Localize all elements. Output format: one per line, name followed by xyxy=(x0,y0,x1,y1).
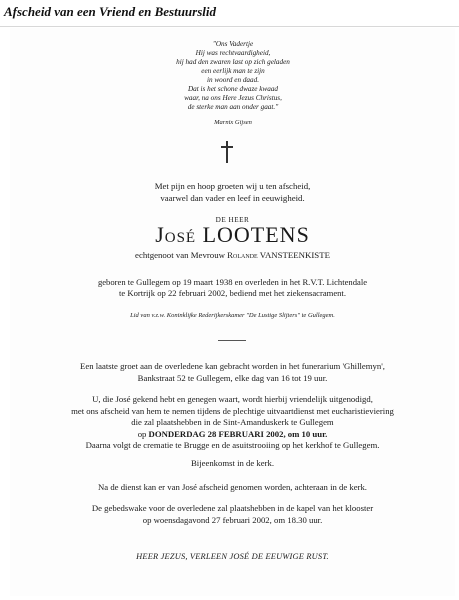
vigil-line: op woensdagavond 27 februari 2002, om 18.30 uur. xyxy=(142,514,323,525)
invitation-line: U, die José gekend hebt en genegen waart, wordt hierbij vriendelijk uitgenodigd, xyxy=(92,394,373,404)
page-header xyxy=(0,0,459,27)
spouse-line xyxy=(10,250,455,260)
opening-line: Met pijn en hoop groeten wij u ten afscheid, xyxy=(154,181,311,191)
membership-note: Lid van v.z.w. Koninklijke Rederijkerskamer "De Lustige Slijters" te Gullegem. xyxy=(130,312,335,319)
invitation-line: die zal plaatshebben in de Sint-Amanduskerk te Gullegem xyxy=(131,417,334,427)
poem-line: Dat is het schone dwaze kwaad xyxy=(187,85,279,93)
greeting-line: Een laatste groet aan de overledene kan gebracht worden in het funerarium 'Ghillemyn', xyxy=(80,361,385,371)
poem xyxy=(128,40,338,127)
opening-text xyxy=(10,180,455,204)
last-name: LOOTENS xyxy=(202,222,310,247)
poem-line: de sterke man aan onder gaat." xyxy=(187,103,279,111)
spouse-first-name: Rolande xyxy=(227,250,258,260)
closing-prayer: HEER JEZUS, VERLEEN JOSÉ DE EEUWIGE RUST. xyxy=(136,552,329,561)
page-title: Afscheid van een Vriend en Bestuurslid xyxy=(4,4,216,19)
service-date: DONDERDAG 28 FEBRUARI 2002, om 10 uur. xyxy=(148,428,328,439)
poem-line: hij had den zwaren last op zich geladen xyxy=(176,58,290,66)
greeting-line: Bankstraat 52 te Gullegem, elke dag van 16 tot 19 uur. xyxy=(137,372,328,383)
after-service-note: Na de dienst kan er van José afscheid genomen worden, achteraan in de kerk. xyxy=(98,482,367,492)
poem-line: een eerlijk man te zijn xyxy=(201,67,265,75)
opening-line: vaarwel dan vader en leef in eeuwigheid. xyxy=(160,193,305,203)
last-greeting xyxy=(10,361,455,384)
service-date-line xyxy=(10,429,455,441)
divider xyxy=(218,340,246,341)
poem-author: Marnix Gijsen xyxy=(214,119,252,126)
meeting-note: Bijeenkomst in de kerk. xyxy=(191,458,274,468)
person-title: DE HEER xyxy=(215,216,250,224)
date-prefix: op xyxy=(137,428,147,439)
poem-line: in woord en daad. xyxy=(206,76,260,84)
vigil-info xyxy=(10,503,455,526)
first-name: José xyxy=(155,222,197,247)
memorial-card xyxy=(10,28,455,596)
invitation-line: met ons afscheid van hem te nemen tijdens de plechtige uitvaartdienst met eucharistieviering xyxy=(71,405,394,416)
birth-death-info xyxy=(10,277,455,299)
birth-line: geboren te Gullegem op 19 maart 1938 en overleden in het R.V.T. Lichtendale xyxy=(97,277,368,287)
cremation-line: Daarna volgt de crematie te Brugge en de asuitstrooiing op het kerkhof te Gullegem. xyxy=(85,440,380,450)
spouse-prefix: echtgenoot van Mevrouw xyxy=(135,250,225,260)
poem-line: waar, na ons Here Jezus Christus, xyxy=(184,94,282,102)
poem-line: Hij was rechtvaardigheid, xyxy=(195,49,271,57)
invitation xyxy=(10,394,455,452)
poem-line: "Ons Vadertje xyxy=(212,40,254,48)
spouse-last-name: VANSTEENKISTE xyxy=(259,250,330,260)
cross-icon xyxy=(220,141,234,163)
deceased-name xyxy=(10,222,455,248)
birth-line: te Kortrijk op 22 februari 2002, bediend met het ziekensacrament. xyxy=(119,288,346,298)
vigil-line: De gebedswake voor de overledene zal plaatshebben in de kapel van het klooster xyxy=(91,503,374,513)
